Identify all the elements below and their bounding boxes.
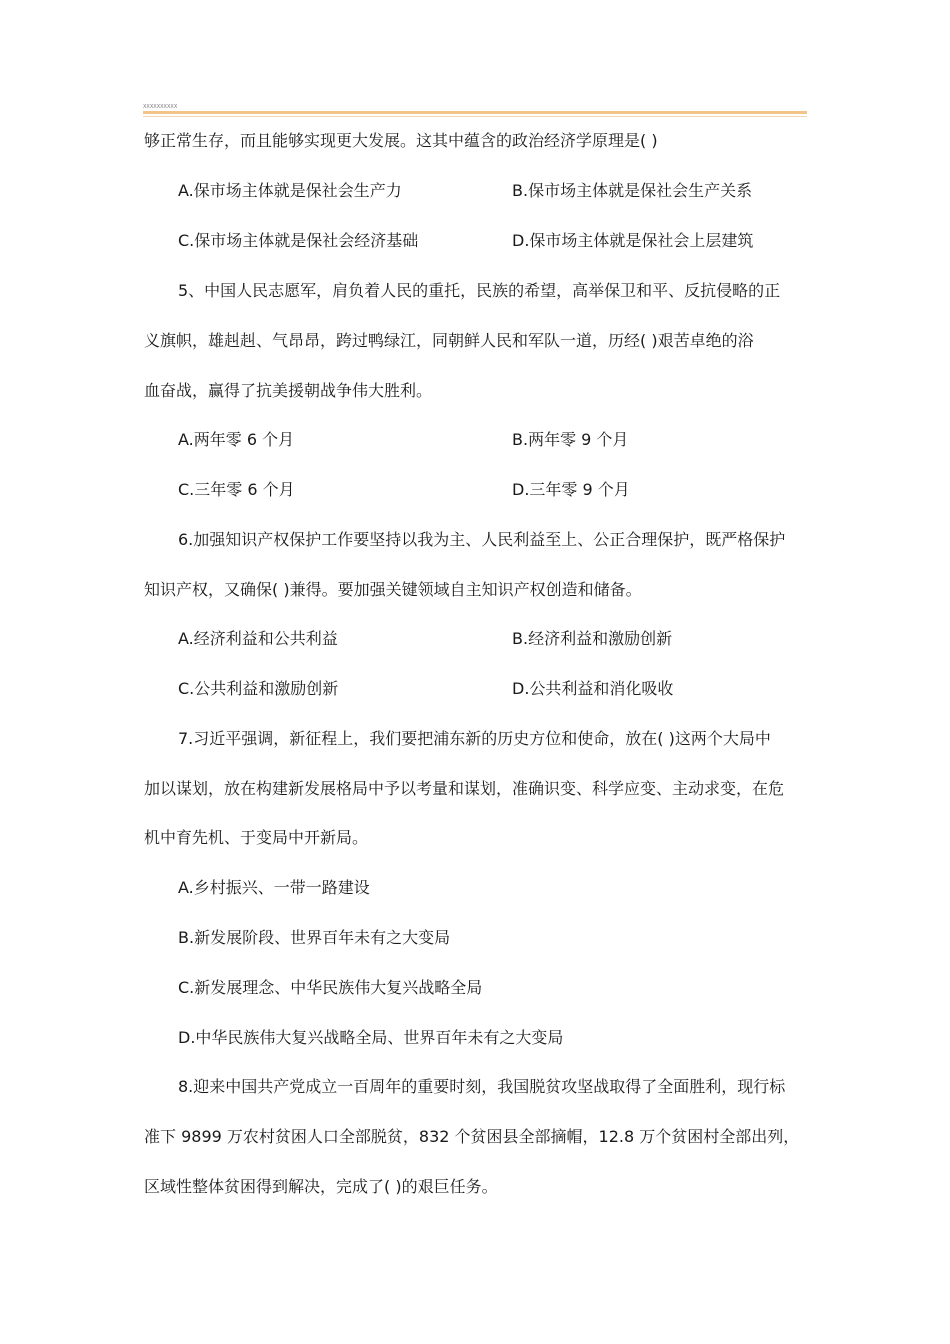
option-a: A.经济利益和公共利益 (178, 629, 338, 648)
question-6: 6.加强知识产权保护工作要坚持以我为主、人民利益至上、公正合理保护，既严格保护 (178, 530, 786, 549)
option-b: B.保市场主体就是保社会生产关系 (512, 181, 753, 200)
paragraph-line: 够正常生存，而且能够实现更大发展。这其中蕴含的政治经济学原理是( ) (144, 131, 658, 150)
option-c: C.公共利益和激励创新 (178, 679, 339, 698)
paragraph-line: 区域性整体贫困得到解决，完成了( )的艰巨任务。 (144, 1177, 498, 1196)
option-b: B.新发展阶段、世界百年未有之大变局 (178, 928, 451, 947)
option-a: A.保市场主体就是保社会生产力 (178, 181, 402, 200)
header-rule (143, 111, 807, 114)
paragraph-line: 义旗帜，雄赳赳、气昂昂，跨过鸭绿江，同朝鲜人民和军队一道，历经( )艰苦卓绝的浴 (144, 331, 754, 350)
header-mark: XXXXXXXXXX (143, 104, 178, 110)
paragraph-line: 机中育先机、于变局中开新局。 (144, 828, 369, 847)
question-8: 8.迎来中国共产党成立一百周年的重要时刻，我国脱贫攻坚战取得了全面胜利，现行标 (178, 1077, 786, 1096)
option-c: C.新发展理念、中华民族伟大复兴战略全局 (178, 978, 483, 997)
option-b: B.经济利益和激励创新 (512, 629, 673, 648)
option-a: A.两年零 6 个月 (178, 430, 295, 449)
paragraph-line: 知识产权，又确保( )兼得。要加强关键领域自主知识产权创造和储备。 (144, 580, 642, 599)
option-c: C.保市场主体就是保社会经济基础 (178, 231, 419, 250)
paragraph-line: 加以谋划，放在构建新发展格局中予以考量和谋划，准确识变、科学应变、主动求变，在危 (144, 779, 785, 798)
option-c: C.三年零 6 个月 (178, 480, 295, 499)
question-7: 7.习近平强调，新征程上，我们要把浦东新的历史方位和使命，放在( )这两个大局中 (178, 729, 771, 748)
option-d: D.中华民族伟大复兴战略全局、世界百年未有之大变局 (178, 1028, 564, 1047)
option-d: D.公共利益和消化吸收 (512, 679, 674, 698)
header-rule-thin (143, 116, 807, 117)
option-b: B.两年零 9 个月 (512, 430, 629, 449)
question-5: 5、中国人民志愿军，肩负着人民的重托，民族的希望，高举保卫和平、反抗侵略的正 (178, 281, 781, 300)
option-a: A.乡村振兴、一带一路建设 (178, 878, 370, 897)
paragraph-line: 血奋战，赢得了抗美援朝战争伟大胜利。 (144, 381, 433, 400)
paragraph-line: 准下 9899 万农村贫困人口全部脱贫，832 个贫困县全部摘帽，12.8 万个贫困村全部出列， (144, 1127, 800, 1146)
option-d: D.保市场主体就是保社会上层建筑 (512, 231, 754, 250)
option-d: D.三年零 9 个月 (512, 480, 630, 499)
